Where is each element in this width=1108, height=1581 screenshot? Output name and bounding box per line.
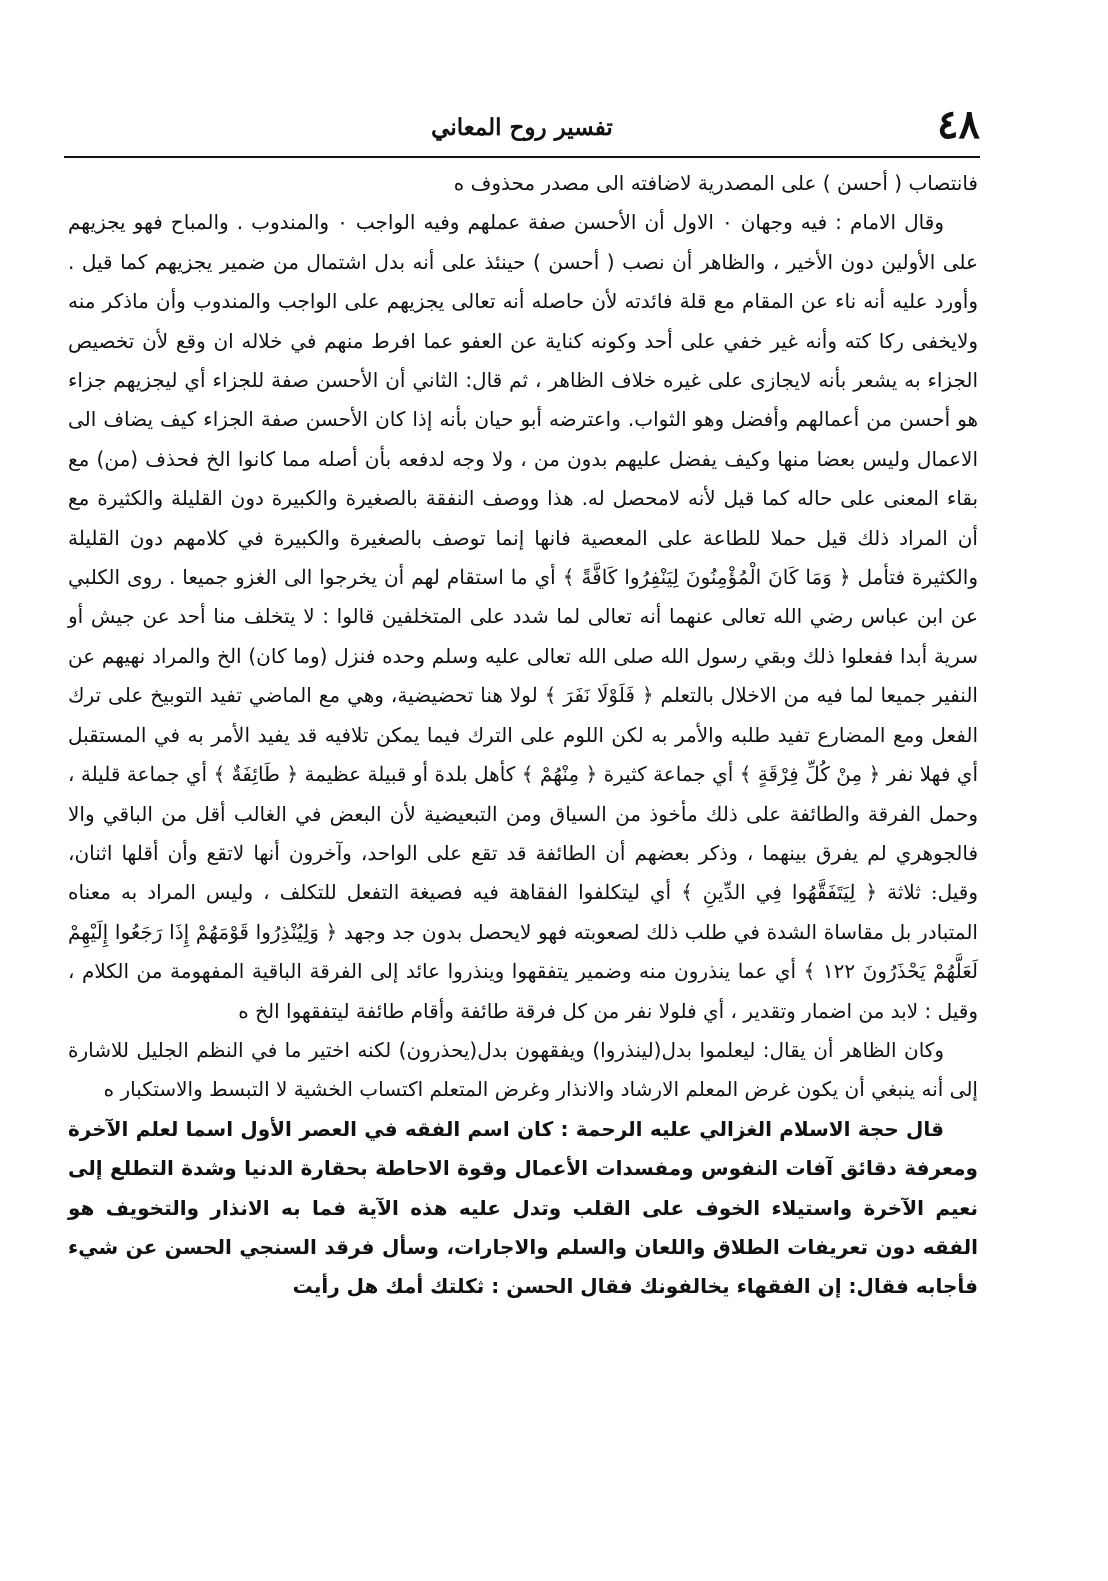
text-line: أصله مما كانوا الخ فحذف (من) مع بقاء المعنى على حاله كما قيل لأنه لامحصل له. هذا ووصف النفقة بالصغيرة: [68, 446, 979, 511]
text-line: مع الماضي تفيد التوبيخ على ترك الفعل ومع المضارع تفيد طلبه والأمر به لكن اللوم على الترك فيما يمكن: [68, 683, 978, 747]
paragraph-ghazali-quote: [68, 1110, 978, 1307]
text-line: صفة الجزاء كيف يضاف الى الاعمال وليس بعضا منها وكيف يفضل عليهم بدون من ، ولا وجه لدفعه بأن: [68, 407, 978, 471]
text-line: التفعل للتكلف ، وليس المراد به معناه المتبادر بل مقاساة الشدة في طلب ذلك لصعوبته فهو لايحصل بدون جد: [68, 880, 978, 944]
text-line: للجزاء أي ليجزيهم جزاء هو أحسن من أعمالهم وأفضل وهو الثواب. واعترضه أبو حيان بأنه إذا كان الأحسن: [68, 368, 978, 432]
text-line: يجزيهم على الأولين دون الأخير ، والظاهر أن نصب ( أحسن ) حينئذ على أنه بدل اشتمال من ضمير: [68, 210, 978, 274]
page-number: ٤٨: [937, 101, 980, 148]
running-title: تفسير روح المعاني: [431, 114, 613, 141]
text-line: وكان الظاهر أن يقال: ليعلموا بدل(لينذروا) ويفقهون بدل(يحذرون) لكنه اختير ما في النظم الجليل للاشارة: [68, 1037, 944, 1062]
text-line: الغزو جميعا . روى الكلبي عن ابن عباس رضي الله تعالى عنهما أنه تعالى لما شدد على المتخلفين قالوا : لا يتخلف: [68, 565, 978, 629]
text-line: النفوس ومفسدات الأعمال وقوة الاحاطة بحقارة الدنيا وشدة التطلع إلى نعيم الآخرة واستيلاء الخوف على: [68, 1156, 978, 1220]
text-line: ان وقع لأن تخصيص الجزاء به يشعر بأنه لايجازى على غيره خلاف الظاهر ، ثم قال: الثاني أن الأحسن صفة: [68, 328, 979, 393]
text-line: وقال الامام : فيه وجهان ٠ الاول أن الأحسن صفة عملهم وفيه الواجب ٠ والمندوب . والمباح فهو: [133, 210, 944, 235]
text-line: يجزيهم كما قيل . وأورد عليه أنه ناء عن المقام مع قلة فائدته لأن حاصله أنه تعالى يجزيهم على الواجب والمندوب: [68, 249, 979, 314]
quran-verse-line: أو قبيلة عظيمة ﴿ طَائِفَةٌ ﴾ أي جماعة قليلة ، وحمل الفرقة والطائفة على ذلك مأخوذ من السياق ومن التبعيضية: [68, 762, 978, 826]
text-line: قال حجة الاسلام الغزالي عليه الرحمة : كان اسم الفقه في العصر الأول اسما لعلم الآخرة ومعرفة دقائق آفات: [68, 1116, 978, 1181]
text-line: وسأل فرقد السنجي الحسن عن شيء فأجابه فقال: إن الفقهاء يخالفونك فقال الحسن : ثكلتك أمك هل رأيت: [68, 1234, 978, 1299]
text-line: إلى أنه ينبغي أن يكون غرض المعلم الارشاد والانذار وغرض المتعلم اكتساب الخشية لا التبسط والاستكبار ه: [103, 1077, 978, 1102]
paragraph-apparent-wording: [68, 1031, 978, 1110]
text-line: القلب وتدل عليه هذه الآية فما به الانذار والتخويف هو الفقه دون تعريفات الطلاق واللعان والسلم والاجارات،: [68, 1195, 978, 1259]
quran-verse-line: وجهد ﴿ وَلِيُنْذِرُوا قَوْمَهُمْ إِذَا رَجَعُوا إِلَيْهِمْ لَعَلَّهُمْ يَحْذَرُونَ ١٢٢ ﴾ أي عما ينذرون منه وضمير يتفقهوا وينذروا: [68, 919, 979, 984]
text-line: عائد إلى الفرقة الباقية المفهومة من الكلام ، وقيل : لابد من اضمار وتقدير ، أي فلولا نفر من كل فرقة طائفة: [68, 959, 978, 1023]
text-line: وأقام طائفة ليتفقهوا الخ ه: [238, 998, 454, 1023]
paragraph-imam-commentary: [68, 203, 978, 1031]
text-line: والكبيرة دون القليلة والكثيرة مع أن المراد ذلك قيل حملا للطاعة على المعصية فانها إنما توصف بالصغيرة والكبيرة: [68, 486, 978, 550]
quran-verse-line: في كلامهم دون القليلة والكثيرة فتأمل ﴿ وَمَا كَانَ الْمُؤْمِنُونَ لِيَنْفِرُوا كَافَّةً ﴾ أي ما استقام لهم أن يخرجوا الى: [68, 525, 978, 590]
page-body: [68, 164, 978, 1307]
text-line: منا أحد عن جيش أو سرية أبدا ففعلوا ذلك وبقي رسول الله صلى الله تعالى عليه وسلم وحده فنزل (وما كان): [68, 604, 979, 668]
paragraph-conclusion: [68, 164, 978, 203]
text-line: لأن البعض في الغالب أقل من الباقي والا فالجوهري لم يفرق بينهما ، وذكر بعضهم أن الطائفة قد تقع على: [68, 801, 979, 865]
text-line: وأن ماذكر منه ولايخفى ركا كته وأنه غير خفي على أحد وكونه كناية عن العفو عما افرط منهم في خلاله: [68, 289, 979, 353]
quran-verse-line: الواحد، وآخرون أنها لاتقع وأن أقلها اثنان، وقيل: ثلاثة ﴿ لِيَتَفَقَّهُوا فِي الدِّينِ ﴾ أي ليتكلفوا الفقاهة فيه فصيغة: [68, 840, 978, 905]
quran-verse-line: تلافيه قد يفيد الأمر به في المستقبل أي فهلا نفر ﴿ مِنْ كُلِّ فِرْقَةٍ ﴾ أي جماعة كثيرة ﴿ مِنْهُمْ ﴾ كأهل بلدة: [68, 722, 978, 787]
quran-verse-line: الخ والمراد نهيهم عن النفير جميعا لما فيه من الاخلال بالتعلم ﴿ فَلَوْلَا نَفَرَ ﴾ لولا هنا تحضيضية، وهي: [68, 643, 978, 708]
text-line: فانتصاب ( أحسن ) على المصدرية لاضافته الى مصدر محذوف ه: [453, 171, 978, 195]
page-header: [64, 90, 980, 158]
